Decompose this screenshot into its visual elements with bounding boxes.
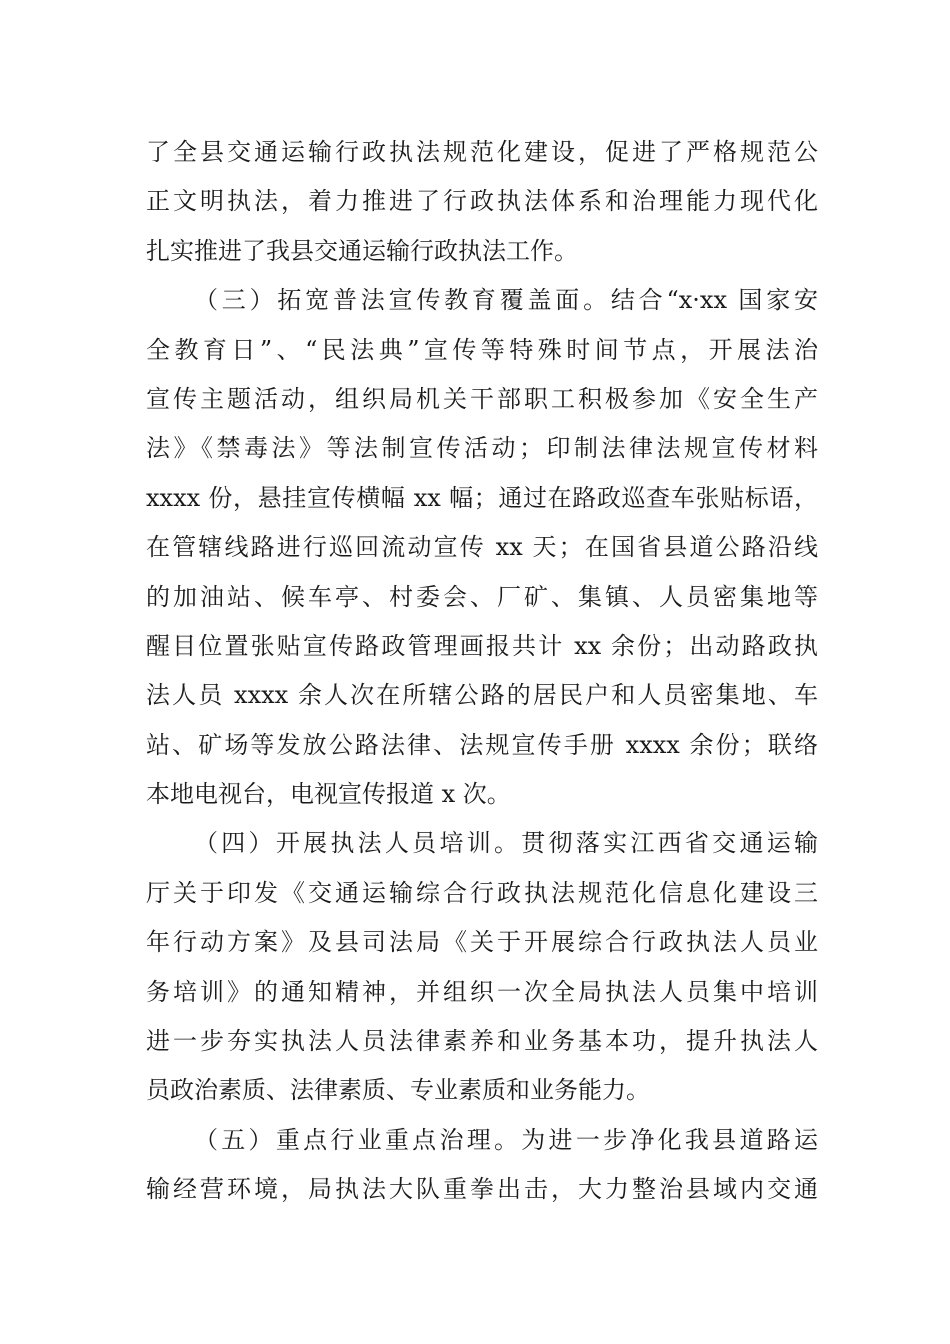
text-line: （五）重点行业重点治理。为进一步净化我县道路运 xyxy=(194,1125,818,1154)
document-body xyxy=(146,128,818,1215)
text-line: 务培训》的通知精神，并组织一次全局执法人员集中培训 xyxy=(146,977,818,1006)
text-line: 厅关于印发《交通运输综合行政执法规范化信息化建设三 xyxy=(146,878,818,907)
paragraph-publicity-education xyxy=(146,276,818,819)
text-line: 醒目位置张贴宣传路政管理画报共计 xx 余份；出动路政执 xyxy=(146,631,818,660)
text-line: xxxx 份，悬挂宣传横幅 xx 幅；通过在路政巡查车张贴标语， xyxy=(146,483,818,512)
text-line: 站、矿场等发放公路法律、法规宣传手册 xxxx 余份；联络 xyxy=(146,730,818,759)
text-line: 了全县交通运输行政执法规范化建设，促进了严格规范公 xyxy=(146,138,818,166)
text-line: 全教育日”、“民法典”宣传等特殊时间节点，开展法治 xyxy=(146,335,818,364)
text-line: 正文明执法，着力推进了行政执法体系和治理能力现代化 xyxy=(146,187,818,216)
text-line: 在管辖线路进行巡回流动宣传 xx 天；在国省县道公路沿线 xyxy=(146,533,818,562)
paragraph-continuation xyxy=(146,128,818,276)
text-line: 法人员 xxxx 余人次在所辖公路的居民户和人员密集地、车 xyxy=(146,681,818,710)
text-line: 本地电视台，电视宣传报道 x 次。 xyxy=(146,780,511,809)
paragraph-staff-training xyxy=(146,819,818,1115)
text-line: （四）开展执法人员培训。贯彻落实江西省交通运输 xyxy=(194,829,818,858)
text-line: （三）拓宽普法宣传教育覆盖面。结合“x·xx 国家安 xyxy=(194,286,818,315)
text-line: 输经营环境，局执法大队重拳出击，大力整治县域内交通 xyxy=(146,1175,818,1204)
text-line: 员政治素质、法律素质、专业素质和业务能力。 xyxy=(146,1076,650,1105)
text-line: 年行动方案》及县司法局《关于开展综合行政执法人员业 xyxy=(146,928,818,957)
paragraph-key-industry-governance xyxy=(146,1116,818,1215)
text-line: 的加油站、候车亭、村委会、厂矿、集镇、人员密集地等 xyxy=(146,582,818,611)
text-line: 宣传主题活动，组织局机关干部职工积极参加《安全生产 xyxy=(146,384,818,413)
text-line: 法》《禁毒法》等法制宣传活动；印制法律法规宣传材料 xyxy=(146,434,818,463)
text-line: 进一步夯实执法人员法律素养和业务基本功，提升执法人 xyxy=(146,1027,818,1056)
text-line: 扎实推进了我县交通运输行政执法工作。 xyxy=(146,236,578,265)
